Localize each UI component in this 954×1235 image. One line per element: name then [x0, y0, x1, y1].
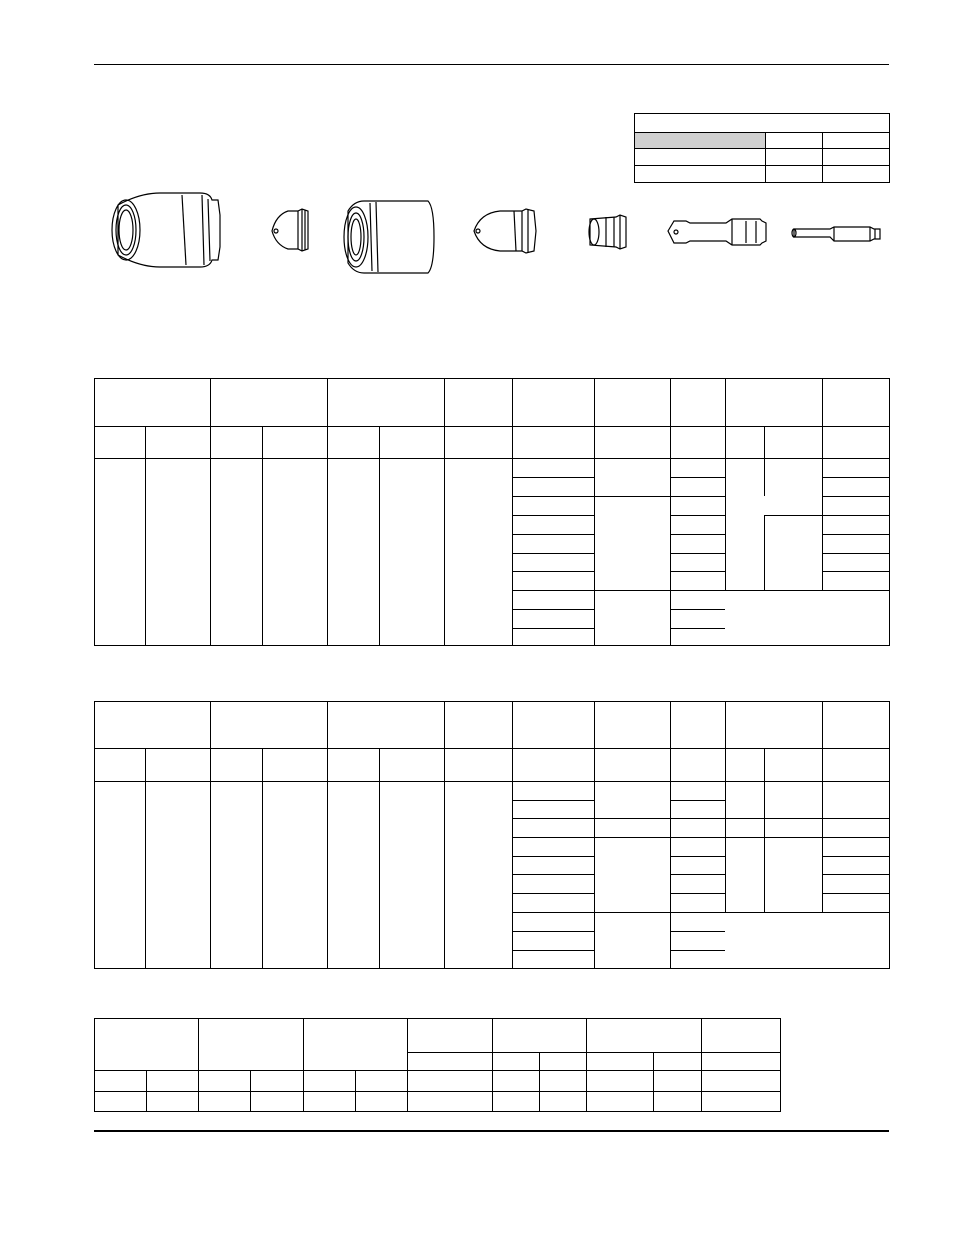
legend-row	[635, 149, 890, 166]
footer-rule	[94, 1130, 889, 1132]
consumables-table-2	[94, 701, 890, 970]
legend-row	[635, 166, 890, 183]
consumables-table-1	[94, 378, 890, 647]
nozzle-icon	[474, 209, 536, 253]
legend-box	[634, 113, 890, 183]
consumables-table-3	[94, 1018, 784, 1114]
shield-cap-icon	[272, 209, 308, 251]
consumable-parts-illustration	[100, 185, 900, 275]
electrode-icon	[668, 219, 766, 245]
shield-icon	[112, 193, 220, 267]
retaining-cap-icon	[344, 201, 434, 273]
legend-header-row	[635, 133, 890, 149]
header-rule	[94, 64, 889, 65]
legend-title-row	[635, 114, 890, 133]
water-tube-icon	[792, 227, 880, 241]
swirl-ring-icon	[589, 215, 626, 249]
